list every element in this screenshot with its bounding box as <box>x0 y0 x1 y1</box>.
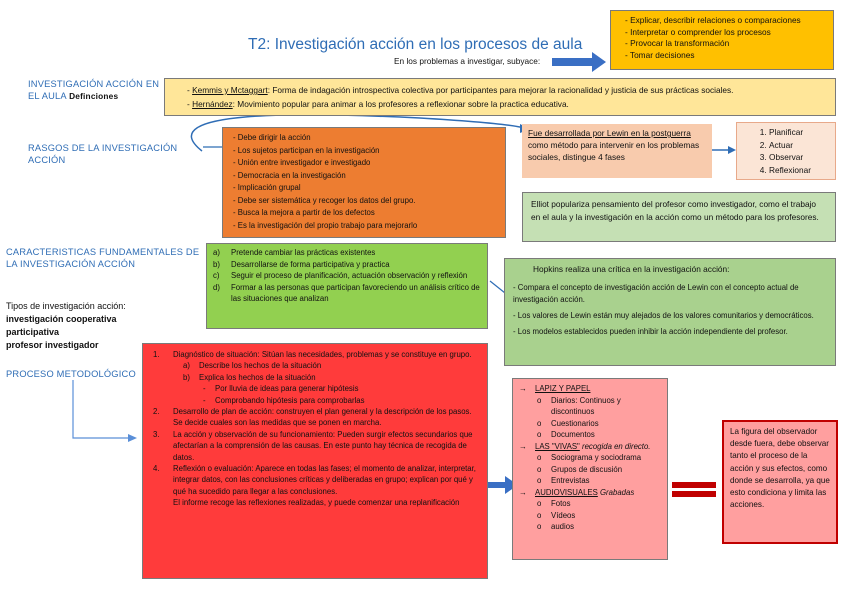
fase-item: 3. Observar <box>769 151 831 164</box>
rasgo-item: - Democracia en la investigación <box>233 170 499 183</box>
caracteristica-item: c) Seguir el proceso de planificación, actuación observación y reflexión <box>213 271 468 280</box>
arrow-right-icon: → <box>519 384 527 393</box>
proceso-step-1: 1. Diagnóstico de situación: Sitúan las necesidades, problemas y se constituye en grupo. <box>153 350 472 359</box>
proceso-step-2: 2. Desarrollo de plan de acción: construyen el plan general y la descripción de los pasos. Se decide cuales son las medidas que se ponen en marcha. <box>153 407 472 428</box>
red-bar-1 <box>672 482 716 488</box>
tecnicas-group-audiovisuales: → AUDIOVISUALES Grabadas <box>519 487 635 497</box>
subyace-item: - Explicar, describir relaciones o comparaciones <box>625 15 827 27</box>
rasgo-item: - Debe dirigir la acción <box>233 132 499 145</box>
tecnicas-box: → LAPIZ Y PAPEL o Diarios: Continuos y discontinuos o Cuestionarios o Documentos → LAS "VIVAS" recogida en directo. o Sociograma y sociodrama o Grupos de discusión o Entrevistas → AUDIOVISUALES Grabadas o Fotos o Vídeos o audios <box>512 378 668 560</box>
elliot-box: Elliot populariza pensamiento del profesor como investigador, como el trabajo en el aula y la investigación en la acción como un método para los profesores. <box>522 192 836 242</box>
definiciones-box <box>164 78 836 116</box>
subyace-item: - Provocar la transformación <box>625 38 827 50</box>
lewin-box: Fue desarrollada por Lewin en la postguerra como método para intervenir en los problemas sociales, distingue 4 fases <box>522 124 712 178</box>
fase-item: 2. Actuar <box>769 139 831 152</box>
rasgo-item: - Implicación grupal <box>233 182 499 195</box>
proceso-informe: El informe recoge las reflexiones realizadas, y puede comenzar una replanificación <box>173 498 460 508</box>
subyace-item: - Interpretar o comprender los procesos <box>625 27 827 39</box>
red-bar-2 <box>672 491 716 497</box>
arrow-to-hopkins <box>490 281 505 293</box>
arrow-lewin-fases-head <box>728 146 736 154</box>
page-subtitle: En los problemas a investigar, subyace: <box>394 56 541 66</box>
caracteristicas-box <box>206 243 488 329</box>
hopkins-item: - Los modelos establecidos pueden inhibir la acción independiente del profesor. <box>513 326 827 338</box>
page-title: T2: Investigación acción en los procesos de aula <box>248 36 583 53</box>
hopkins-item: - Compara el concepto de investigación acción de Lewin con el concepto actual de investigación acción. <box>513 282 827 306</box>
observador-box: La figura del observador desde fuera, debe observar tanto el proceso de la acción y sus efectos, como donde se desarrolla, ya que esto condiciona y limita las acciones. <box>722 420 838 544</box>
label-rasgos: RASGOS DE LA INVESTIGACIÓN ACCIÓN <box>28 143 178 165</box>
caracteristica-item: b) Desarrollarse de forma participativa y practica <box>213 259 390 269</box>
subyace-item: - Tomar decisiones <box>625 50 827 62</box>
arrow-right-icon: → <box>519 441 527 451</box>
hopkins-item: - Los valores de Lewin están muy alejados de los valores comunitarios y democráticos. <box>513 310 827 322</box>
hopkins-title: Hopkins realiza una crítica en la investigación acción: <box>533 264 730 274</box>
rasgo-item: - Debe ser sistemática y recoger los datos del grupo. <box>233 195 499 208</box>
arrow-proceso-head <box>128 434 137 442</box>
label-caracteristicas: CARACTERISTICAS FUNDAMENTALES DE LA INVESTIGACIÓN ACCIÓN <box>6 247 200 269</box>
rasgo-item: - Busca la mejora a partir de los defectos <box>233 207 499 220</box>
definicion-hernandez: - Hernández: Movimiento popular para animar a los profesores a reflexionar sobre la practica educativa. <box>187 97 829 111</box>
rasgo-item: - Los sujetos participan en la investigación <box>233 145 499 158</box>
caracteristica-item: a) Pretende cambiar las prácticas existentes <box>213 248 376 257</box>
fase-item: 1. Planificar <box>769 126 831 139</box>
definicion-kemmis: - Kemmis y Mctaggart: Forma de indagación introspectiva colectiva por participantes para mejorar la racionalidad y justicia de sus prácticas sociales. <box>187 83 829 97</box>
tecnicas-group-lapiz: → LAPIZ Y PAPEL <box>519 384 591 393</box>
rasgos-box <box>222 127 506 238</box>
hopkins-box <box>504 258 836 366</box>
proceso-step-4: 4. Reflexión o evaluación: Aparece en todas las fases; el momento de analizar, interpretar, integrar datos, con las conclusiones críticas y deliberadas en grupo; explican por qué y qué ha sucedido para llegar a las conclusiones. <box>153 464 476 496</box>
rasgo-item: - Unión entre investigador e investigado <box>233 157 499 170</box>
arrow-right-icon: → <box>519 487 527 497</box>
arrow-proceso <box>73 380 130 438</box>
proceso-step-3: 3. La acción y observación de su funcionamiento: Pueden surgir efectos secundarios que afectarían a la comprensión de las causas. En este punto hay técnica de recogida de datos. <box>153 429 473 462</box>
tipos-block: Tipos de investigación acción: investigación cooperativa participativa profesor investigador <box>6 301 126 350</box>
tecnicas-group-vivas: → LAS "VIVAS" recogida en directo. <box>519 441 651 451</box>
subyace-box <box>610 10 834 70</box>
label-definiciones: INVESTIGACIÓN ACCIÓN EN EL AULA Definciones <box>28 79 160 101</box>
rasgo-item: - Es la investigación del propio trabajo para mejorarlo <box>233 220 499 233</box>
caracteristica-item: d) Formar a las personas que participan favoreciendo un análisis crítico de las situaciones que analizan <box>213 282 480 303</box>
proceso-box: 1. Diagnóstico de situación: Sitúan las necesidades, problemas y se constituye en grupo. a) Describe los hechos de la situación b) Explica los hechos de la situación - Por lluvia de ideas para generar hipótesis - Comprobando hipótesis para comprobarlas 2. Desarrollo de plan de acción: construyen el plan general y la descripción de los pasos. Se decide cuales son las medidas que se ponen en marcha. 3. La acción y observación de su funcionamiento: Pueden surgir efectos secundarios que afectarían a la comprensión de las causas. En este punto hay técnica de recogida de datos. 4. Reflexión o evaluación: Aparece en todas las fases; el momento de analizar, interpretar, integrar datos, con las conclusiones críticas y deliberadas en grupo; explican por qué y qué ha sucedido para llegar a las conclusiones. El informe recoge las reflexiones realizadas, y puede comenzar una replanificación <box>142 343 488 579</box>
label-proceso: PROCESO METODOLÓGICO <box>6 369 136 379</box>
fases-box <box>736 122 836 180</box>
fase-item: 4. Reflexionar <box>769 164 831 177</box>
